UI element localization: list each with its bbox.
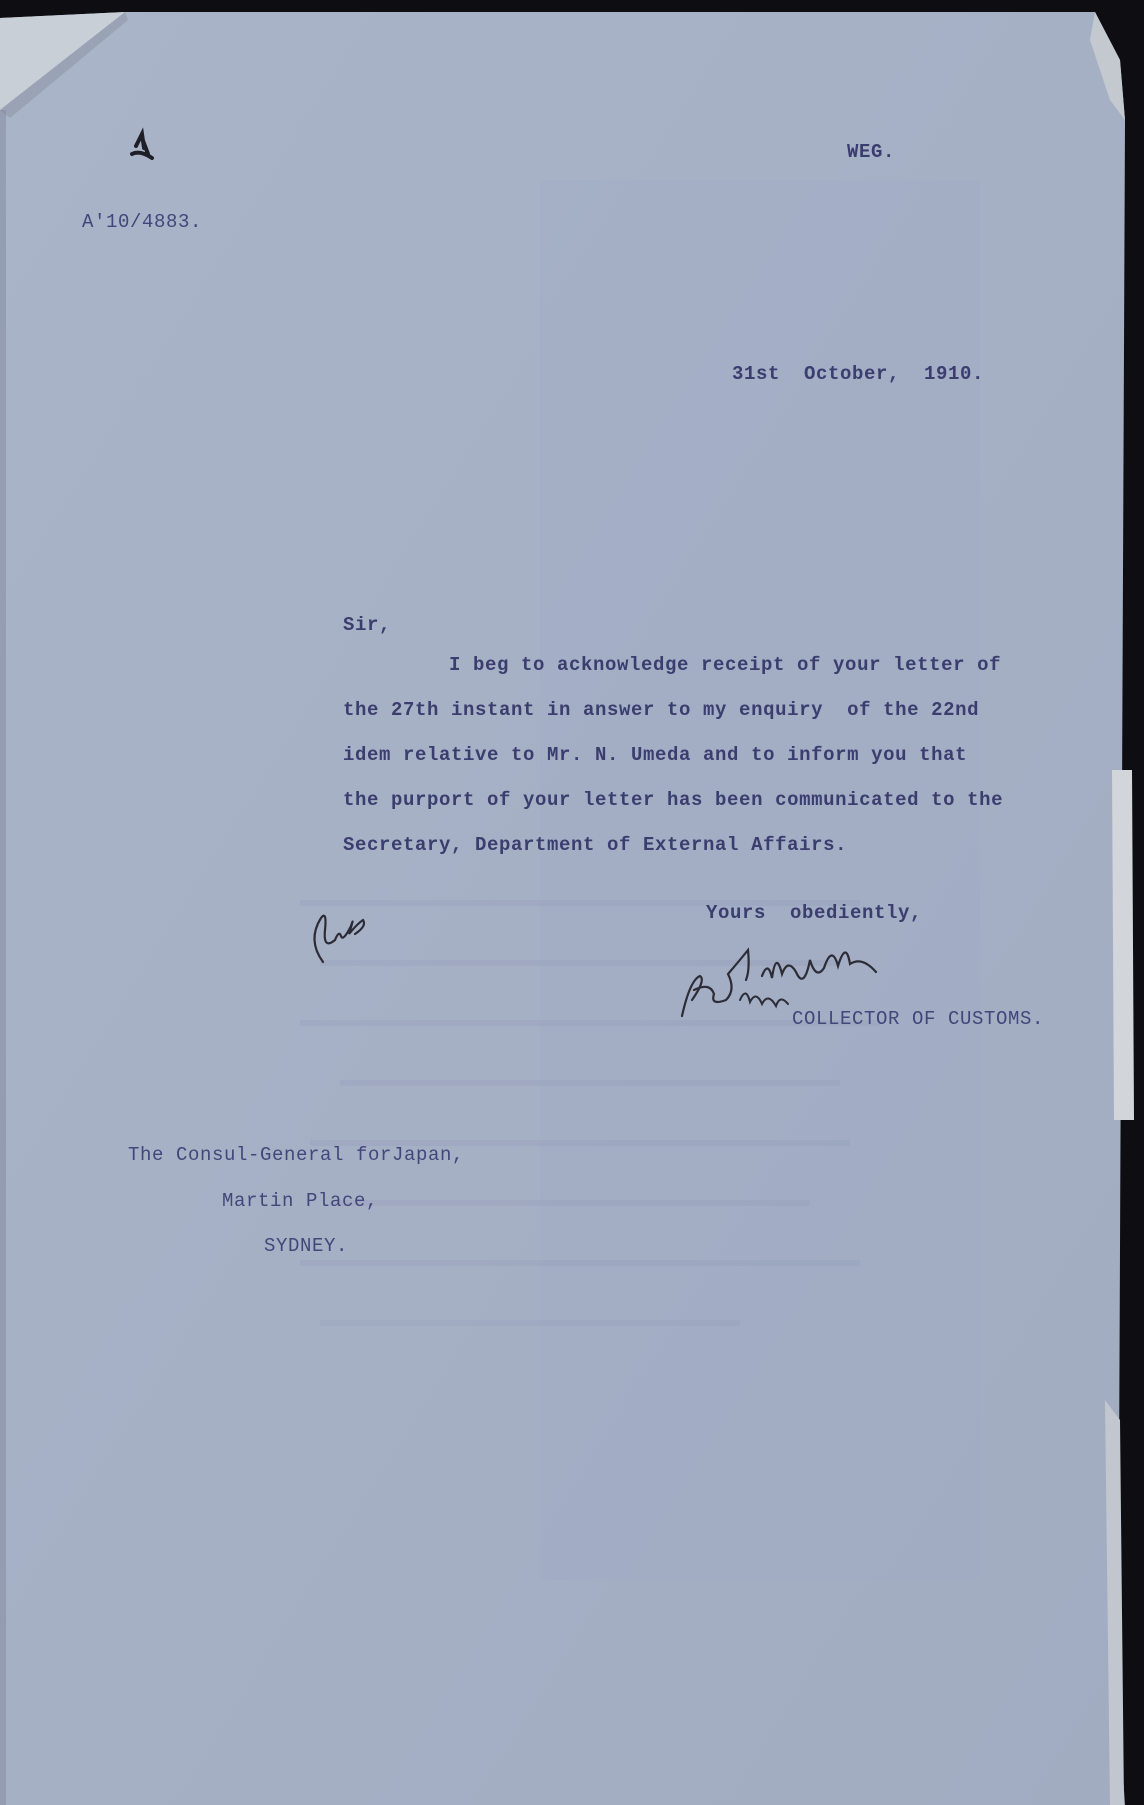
handwritten-tick-mark bbox=[128, 124, 164, 166]
addressee-line-1: The Consul-General forJapan, bbox=[128, 1144, 465, 1166]
body-line-2: the 27th instant in answer to my enquiry of the 22nd bbox=[343, 699, 980, 721]
body-line-3: idem relative to Mr. N. Umeda and to inform you that bbox=[343, 744, 968, 766]
addressee-line-2: Martin Place, bbox=[222, 1190, 379, 1212]
typist-initials: WEG. bbox=[847, 141, 896, 163]
file-reference: A'10/4883. bbox=[82, 211, 203, 233]
signature-title: COLLECTOR OF CUSTOMS. bbox=[792, 1008, 1045, 1030]
salutation: Sir, bbox=[343, 614, 392, 636]
body-line-1: I beg to acknowledge receipt of your letter of bbox=[449, 654, 1002, 676]
closing: Yours obediently, bbox=[706, 902, 923, 924]
body-line-4: the purport of your letter has been communicated to the bbox=[343, 789, 1004, 811]
handwritten-initials bbox=[305, 900, 375, 972]
letter-date: 31st October, 1910. bbox=[732, 363, 985, 385]
addressee-line-3: SYDNEY. bbox=[264, 1235, 349, 1257]
body-line-5: Secretary, Department of External Affairs. bbox=[343, 834, 848, 856]
